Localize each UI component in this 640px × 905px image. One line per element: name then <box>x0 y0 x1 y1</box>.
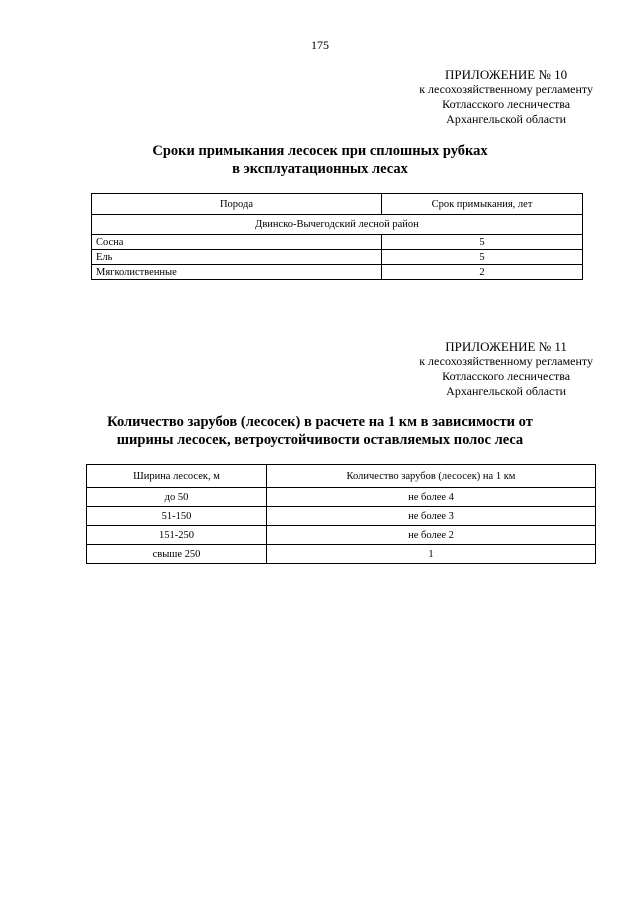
term-cell: 2 <box>382 265 583 280</box>
cuts-per-km-table <box>86 464 596 564</box>
table-row <box>87 507 596 526</box>
width-cell: свыше 250 <box>87 545 267 564</box>
table1-title-line1: Сроки примыкания лесосек при сплошных рубках <box>152 143 488 159</box>
appendix-11-line1: к лесохозяйственному регламенту <box>419 354 593 368</box>
table1-title-line2: в эксплуатационных лесах <box>232 161 408 177</box>
column-header-count: Количество зарубов (лесосек) на 1 км <box>267 465 596 488</box>
table-row <box>87 488 596 507</box>
species-cell: Мягколиственные <box>92 265 382 280</box>
column-header-term: Срок примыкания, лет <box>382 194 583 215</box>
region-row <box>92 215 583 235</box>
appendix-10-line2: Котласского лесничества <box>442 97 571 111</box>
column-header-width: Ширина лесосек, м <box>87 465 267 488</box>
appendix-10-heading: ПРИЛОЖЕНИЕ № 10 <box>445 67 568 82</box>
appendix-11-line2: Котласского лесничества <box>442 369 571 383</box>
appendix-11-line3: Архангельской области <box>446 384 567 398</box>
appendix-10-header <box>419 67 593 127</box>
width-cell: до 50 <box>87 488 267 507</box>
region-cell: Двинско-Вычегодский лесной район <box>92 215 583 235</box>
species-cell: Сосна <box>92 235 382 250</box>
appendix-10-line3: Архангельской области <box>446 112 567 126</box>
width-cell: 151-250 <box>87 526 267 545</box>
count-cell: 1 <box>267 545 596 564</box>
page-number: 175 <box>311 38 329 52</box>
count-cell: не более 2 <box>267 526 596 545</box>
table-row <box>92 250 583 265</box>
table2-title-line2: ширины лесосек, ветроустойчивости оставляемых полос леса <box>116 432 524 448</box>
table-header-row <box>92 194 583 215</box>
table-row <box>92 235 583 250</box>
species-cell: Ель <box>92 250 382 265</box>
table-header-row <box>87 465 596 488</box>
table2-title <box>0 413 640 449</box>
appendix-11-header <box>419 339 593 399</box>
term-cell: 5 <box>382 235 583 250</box>
table2-title-line1: Количество зарубов (лесосек) в расчете на 1 км в зависимости от <box>107 414 533 430</box>
count-cell: не более 4 <box>267 488 596 507</box>
table-row <box>87 545 596 564</box>
table-row <box>87 526 596 545</box>
width-cell: 51-150 <box>87 507 267 526</box>
count-cell: не более 3 <box>267 507 596 526</box>
appendix-11-heading: ПРИЛОЖЕНИЕ № 11 <box>445 339 567 354</box>
table-row <box>92 265 583 280</box>
table1-title <box>0 142 640 178</box>
column-header-species: Порода <box>92 194 382 215</box>
term-cell: 5 <box>382 250 583 265</box>
adjacency-table <box>91 193 583 280</box>
appendix-10-line1: к лесохозяйственному регламенту <box>419 82 593 96</box>
